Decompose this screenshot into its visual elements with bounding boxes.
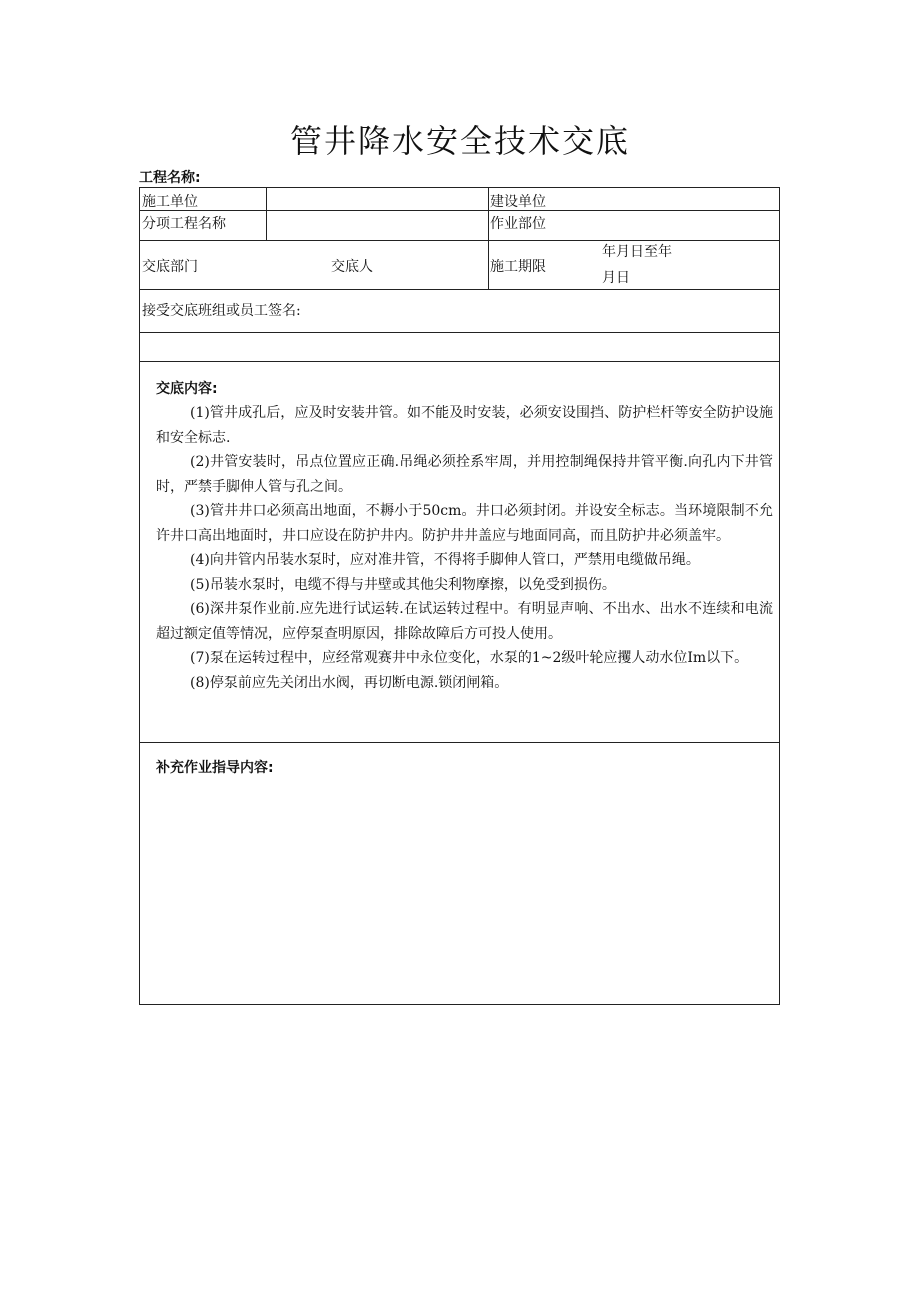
row-divider (140, 742, 779, 743)
work-location-label: 作业部位 (490, 216, 546, 232)
page-title: 管井降水安全技术交底 (289, 122, 630, 160)
owner-unit-label: 建设单位 (490, 194, 546, 210)
content-item: (8)停泵前应先关闭出水阀，再切断电源.锁闭闸箱。 (190, 674, 509, 691)
disclosure-content (140, 372, 779, 695)
content-item: (7)泵在运转过程中，应经常观赛井中永位变化，水泵的1~2级叶轮应攫人动水位Im以下。 (190, 650, 749, 666)
content-item: (1)管井成孔后，应及时安装井管。如不能及时安装，必须安设围挡、防护栏杆等安全防护设施和安全标志. (156, 405, 773, 446)
construction-unit-label: 施工单位 (142, 194, 198, 210)
column-divider (488, 188, 489, 289)
row-divider (140, 210, 779, 211)
row-divider (140, 332, 779, 333)
row-divider (140, 361, 779, 362)
sub-project-label: 分项工程名称 (142, 216, 226, 232)
signature-label: 接受交底班组或员工签名: (142, 303, 301, 319)
project-name-label: 工程名称: (139, 170, 201, 186)
content-heading: 交底内容: (156, 381, 218, 397)
disclosure-dept-label: 交底部门 (142, 259, 198, 275)
column-divider (266, 188, 267, 240)
content-item: (3)管井井口必须高出地面，不耨小于50cm。井口必须封闭。并设安全标志。当环境限制不允许井口高出地面时，井口应设在防护井内。防护井井盖应与地面同高，而且防护井必须盖牢。 (156, 503, 773, 544)
content-item: (4)向井管内吊装水泵时，应对准井管，不得将手脚伸人管口，严禁用电缆做吊绳。 (190, 552, 700, 568)
period-value-line2: 月日 (602, 270, 630, 286)
row-divider (140, 289, 779, 290)
period-label: 施工期限 (490, 259, 546, 275)
supplement-heading: 补充作业指导内容: (156, 760, 274, 776)
content-item: (6)深井泵作业前.应先进行试运转.在试运转过程中。有明显声响、不出水、出水不连续和电流超过额定值等情况，应停泵查明原因，排除故障后方可投人使用。 (156, 601, 773, 642)
row-divider (140, 240, 779, 241)
content-item: (5)吊装水泵时，电缆不得与井壁或其他尖利物摩擦，以免受到损伤。 (190, 576, 616, 593)
content-item: (2)井管安装时，吊点位置应正确.吊绳必须拴系牢周，并用控制绳保持井管平衡.向孔内下井管时，严禁手脚伸人管与孔之间。 (156, 454, 773, 495)
period-value-line1: 年月日至年 (602, 244, 672, 260)
discloser-label: 交底人 (331, 259, 373, 275)
disclosure-form (139, 187, 780, 1005)
